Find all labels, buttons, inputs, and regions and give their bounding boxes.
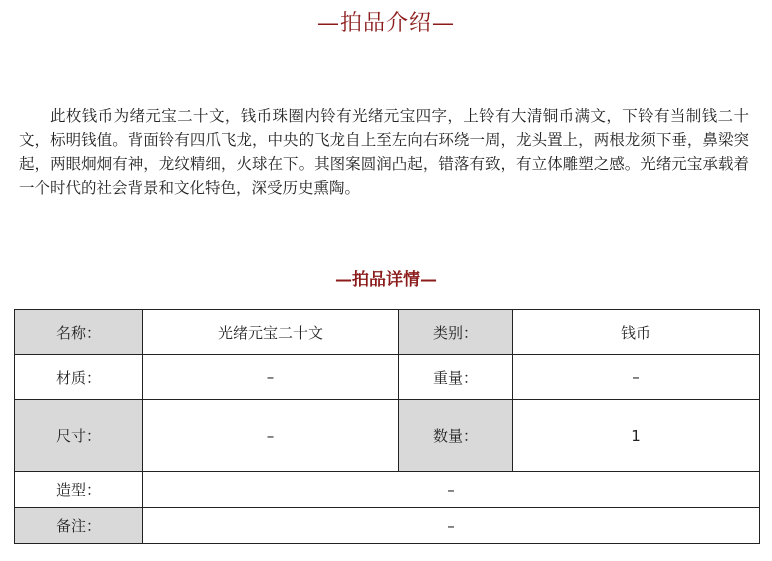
details-title: —拍品详情— xyxy=(335,270,437,290)
intro-title: —拍品介绍— xyxy=(316,11,455,36)
table-row xyxy=(15,310,760,355)
remark-value: – xyxy=(143,508,760,544)
name-value: 光绪元宝二十文 xyxy=(143,310,399,355)
weight-value: – xyxy=(513,355,760,400)
intro-description: 此枚钱币为绪元宝二十文，钱币珠圈内铃有光绪元宝四字，上铃有大清铜币满文，下铃有当制钱二十文，标明钱值。背面铃有四爪飞龙，中央的飞龙自上至左向右环绕一周，龙头置上，两根龙须下垂，鼻梁突起，两眼炯炯有神，龙纹精细，火球在下。其图案圆润凸起，错落有致，有立体雕塑之感。光绪元宝承载着一个时代的社会背景和文化特色，深受历史熏陶。 xyxy=(19,107,749,197)
size-value: – xyxy=(143,400,399,472)
table-row xyxy=(15,400,760,472)
remark-label: 备注： xyxy=(15,508,143,544)
table-row xyxy=(15,508,760,544)
quantity-value: 1 xyxy=(513,400,760,472)
details-table xyxy=(14,309,760,544)
table-row xyxy=(15,472,760,508)
weight-label: 重量： xyxy=(399,355,513,400)
shape-value: – xyxy=(143,472,760,508)
size-label: 尺寸： xyxy=(15,400,143,472)
material-label: 材质： xyxy=(15,355,143,400)
category-label: 类别： xyxy=(399,310,513,355)
name-label: 名称： xyxy=(15,310,143,355)
material-value: – xyxy=(143,355,399,400)
shape-label: 造型： xyxy=(15,472,143,508)
quantity-label: 数量： xyxy=(399,400,513,472)
category-value: 钱币 xyxy=(513,310,760,355)
table-row xyxy=(15,355,760,400)
